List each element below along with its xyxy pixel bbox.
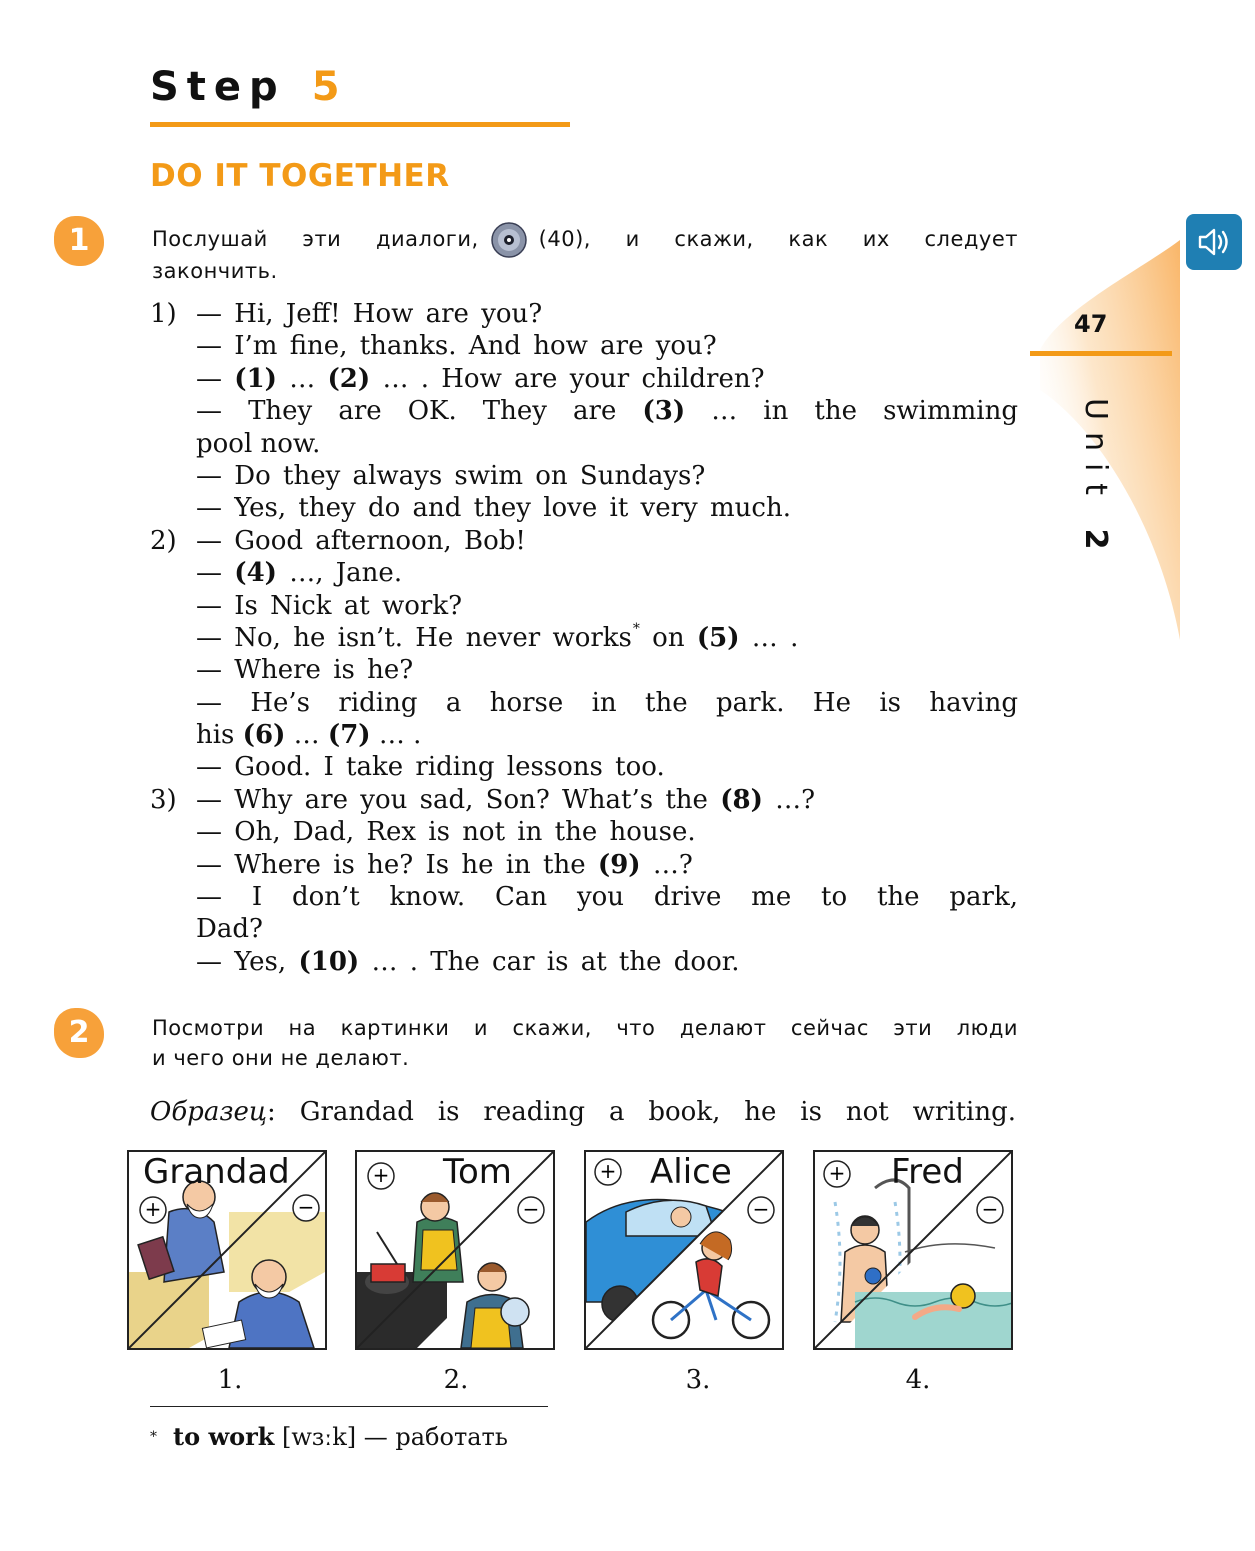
footnote-word: to work [173, 1422, 275, 1451]
unit-label [1078, 398, 1113, 562]
plus-sign: + [599, 1159, 617, 1183]
dialog-line: — Good. I take riding lessons too. [196, 752, 665, 783]
gap-marker: (5) [696, 622, 740, 653]
step-title [150, 62, 348, 112]
dialog-number: 2) [150, 525, 177, 556]
dialog-line: — I don’t know. Can you drive me to the park, [196, 882, 1018, 913]
picture-number: 4. [905, 1365, 931, 1395]
picture-number: 3. [685, 1365, 711, 1395]
exercise-1-instruction [152, 222, 1018, 286]
dialog-line: — Yes, they do and they love it very much. [196, 493, 791, 524]
plus-sign: + [828, 1161, 846, 1185]
footnote-definition: [wɜːk] — работать [274, 1423, 508, 1451]
step-underline [150, 122, 570, 127]
gap-marker: (8) [720, 784, 763, 815]
exercise-1-badge: 1 [54, 216, 104, 266]
dialog-line: — No, he isn’t. He never works* on (5) … . [196, 620, 799, 653]
instr-2-part-b: и чего они не делают. [152, 1046, 410, 1070]
page-number-rule [1030, 351, 1172, 356]
footnote-asterisk: * [150, 1429, 157, 1445]
gap-marker: (3) [642, 396, 686, 427]
step-word: Step [150, 64, 286, 110]
gap-marker: (10) [298, 946, 360, 977]
dialog-line: 3) — Why are you sad, Son? What’s the (8) …? [150, 784, 816, 815]
exercise-2-instruction [152, 1013, 1018, 1073]
picture-name: Fred [891, 1152, 964, 1192]
dialog-line: — Oh, Dad, Rex is not in the house. [196, 817, 696, 848]
audio-button[interactable] [1186, 214, 1242, 270]
dialog-line: — I’m fine, thanks. And how are you? [196, 331, 717, 362]
unit-word: Unit [1078, 398, 1113, 508]
plus-sign: + [144, 1197, 162, 1221]
picture-grandad [127, 1150, 327, 1350]
dialog-line: — Is Nick at work? [196, 590, 463, 621]
section-title: DO IT TOGETHER [150, 158, 450, 194]
step-number: 5 [311, 64, 348, 110]
footnote [150, 1420, 508, 1454]
dialog-number: 1) [150, 299, 177, 329]
dialog-line: Dad? [196, 914, 263, 945]
gap-marker: (4) [234, 558, 277, 589]
dialog-line: — Yes, (10) … . The car is at the door. [196, 946, 740, 977]
gap-marker: (7) [327, 720, 371, 751]
gap-marker: (9) [597, 849, 641, 880]
gap-marker: (1) [234, 363, 277, 394]
dialog-line: 2) — Good afternoon, Bob! [150, 525, 526, 556]
picture-number: 2. [443, 1365, 469, 1395]
dialog-line: his (6) … (7) … . [196, 720, 422, 751]
gap-marker: (6) [242, 720, 286, 751]
dialog-line: — He’s riding a horse in the park. He is having [196, 687, 1018, 718]
dialog-line: — Do they always swim on Sundays? [196, 460, 706, 491]
sample-sentence: Образец: Grandad is reading a book, he is not writing. [150, 1097, 1016, 1127]
instr-1-part-a: Послушай эти диалоги, [152, 227, 479, 251]
picture-alice [584, 1150, 784, 1350]
dialog-line: 1) — Hi, Jeff! How are you? [150, 299, 543, 329]
dialogues [150, 298, 1018, 978]
speaker-icon [1186, 214, 1242, 270]
sample-label: Образец [150, 1097, 268, 1127]
minus-sign: − [752, 1197, 770, 1221]
minus-sign: − [297, 1195, 315, 1219]
minus-sign: − [522, 1197, 540, 1221]
dialog-line: pool now. [196, 428, 321, 459]
picture-name: Grandad [143, 1152, 290, 1192]
exercise-2-badge: 2 [54, 1008, 104, 1058]
dialog-line: — (1) … (2) … . How are your children? [196, 363, 765, 394]
gap-marker: (2) [327, 363, 371, 394]
plus-sign: + [372, 1163, 390, 1187]
instr-1-track: (40), и скажи, как их следует [538, 227, 1019, 251]
unit-number: 2 [1078, 528, 1113, 562]
picture-name: Tom [443, 1152, 512, 1192]
dialog-line: — Where is he? Is he in the (9) …? [196, 849, 693, 880]
dialog-line: — Where is he? [196, 655, 414, 686]
footnote-marker: * [632, 620, 640, 637]
picture-tom [355, 1150, 555, 1350]
picture-number: 1. [217, 1365, 243, 1395]
footnote-rule [150, 1406, 548, 1407]
dialog-line: — (4) …, Jane. [196, 558, 403, 589]
cd-icon[interactable] [491, 222, 527, 258]
dialog-number: 3) [150, 784, 177, 815]
instr-2-part-a: Посмотри на картинки и скажи, что делают сейчас эти люди [152, 1016, 1018, 1040]
minus-sign: − [981, 1197, 999, 1221]
instr-1-part-b: закончить. [152, 259, 278, 283]
page-number: 47 [1074, 310, 1108, 338]
picture-name: Alice [650, 1152, 732, 1192]
dialog-line: — They are OK. They are (3) … in the swimming [196, 396, 1018, 427]
picture-fred [813, 1150, 1013, 1350]
